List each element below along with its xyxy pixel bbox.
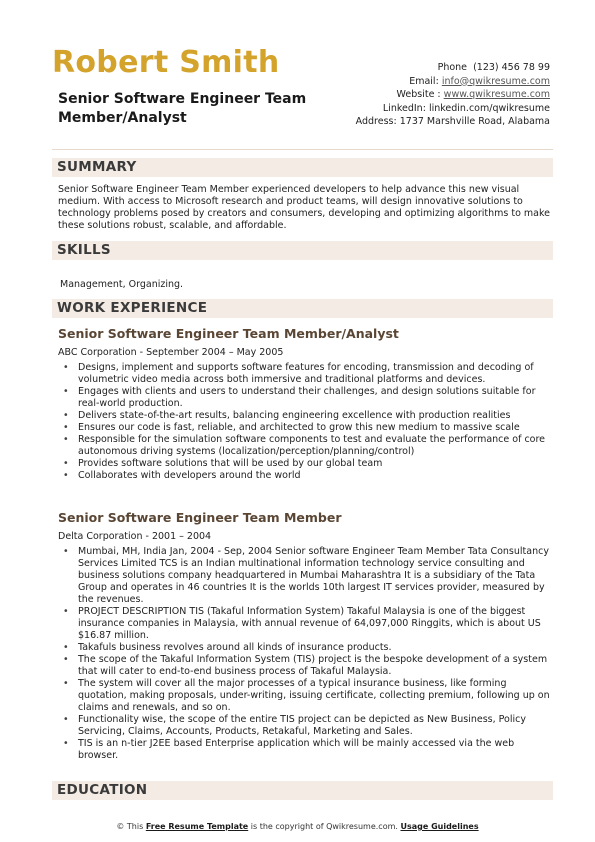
divider [52,149,553,150]
skills-section-header [52,241,553,260]
linkedin-label: LinkedIn: [382,102,426,114]
job-company: Delta Corporation - 2001 – 2004 [58,531,212,542]
job-bullets [58,546,552,762]
list-item: • Ensures our code is fast, reliable, and architected to grow this new medium to massive scale [58,422,552,434]
education-section-header [52,781,553,800]
list-item: • Collaborates with developers around the world [58,470,552,482]
free-template-link[interactable]: Free Resume Template [145,822,249,831]
website-label: Website : [396,89,441,101]
list-item: • PROJECT DESCRIPTION TIS (Takaful Information System) Takaful Malaysia is one of the biggest insurance companies in Malaysia, with annual revenue of 64,097,000 Ringgits, which is about US $16.87 million. [58,606,552,642]
phone-label: Phone [437,62,468,73]
email-label: Email: [409,75,439,87]
experience-section-header [52,299,553,318]
address-label: Address: [355,116,397,128]
email-link[interactable]: info@qwikresume.com [441,75,550,87]
skills-text: Management, Organizing. [60,279,184,290]
list-item: • Functionality wise, the scope of the entire TIS project can be depicted as New Business, Policy Servicing, Claims, Accounts, Products, Retakaful, Marketing and Sales. [58,714,552,738]
job-bullets [58,362,552,482]
contact-linkedin [356,102,550,116]
footer-copyright: is the copyright of Qwikresume.com. [250,822,398,831]
job-title: Senior Software Engineer Team Member [58,510,342,525]
summary-section-header [52,158,553,177]
contact-email [356,75,550,89]
linkedin-value: linkedin.com/qwikresume [428,102,550,114]
skills-heading: SKILLS [57,242,111,258]
list-item: • The scope of the Takaful Information System (TIS) project is the bespoke development of a system that will cater to end-to-end business process of Takaful Malaysia. [58,654,552,678]
job-company: ABC Corporation - September 2004 – May 2005 [58,347,284,358]
contact-website [356,88,550,102]
list-item: • Provides software solutions that will be used by our global team [58,458,552,470]
list-item: • Responsible for the simulation software components to test and evaluate the performance of core autonomous driving systems (localization/perception/planning/control) [58,434,552,458]
footer [0,822,595,831]
list-item: • Engages with clients and users to understand their challenges, and design solutions suitable for real-world production. [58,386,552,410]
experience-heading: WORK EXPERIENCE [57,300,208,316]
summary-text: Senior Software Engineer Team Member experienced developers to help advance this new visual medium. With access to Microsoft research and product teams, will design innovative solutions to technology problems posed by creators and consumers, developing and optimizing algorithms to make these solutions robust, scalable, and affordable. [58,184,551,231]
address-value: 1737 Marshville Road, Alabama [399,116,550,128]
list-item: • The system will cover all the major processes of a typical insurance business, like forming quotation, making proposals, under-writing, issuing certificate, collecting premium, following up on claims and renewals, and so on. [58,678,552,714]
job-title: Senior Software Engineer Team Member/Analyst [58,326,399,341]
candidate-title: Senior Software Engineer Team Member/Analyst [58,91,307,126]
phone-value: (123) 456 78 99 [473,62,550,73]
list-item: • Mumbai, MH, India Jan, 2004 - Sep, 2004 Senior software Engineer Team Member Tata Consultancy Services Limited TCS is an Indian multinational information technology service consulting and business solutions company headquartered in Mumbai Maharashtra It is a subsidiary of the Tata Group and operates in 46 countries It is the worlds 10th largest IT services provider, measured by the revenues. [58,546,552,606]
list-item: • Designs, implement and supports software features for encoding, transmission and decoding of volumetric video media across both immersive and traditional platforms and devices. [58,362,552,386]
education-heading: EDUCATION [57,782,148,798]
usage-guidelines-link[interactable]: Usage Guidelines [400,822,479,831]
contact-address [356,115,550,129]
list-item: • Takafuls business revolves around all kinds of insurance products. [58,642,552,654]
list-item: • Delivers state-of-the-art results, balancing engineering excellence with production realities [58,410,552,422]
list-item: • TIS is an n-tier J2EE based Enterprise application which will be mainly accessed via the web browser. [58,738,552,762]
website-link[interactable]: www.qwikresume.com [443,89,550,101]
candidate-name: Robert Smith [52,45,280,80]
summary-heading: SUMMARY [57,159,137,175]
contact-block [356,61,550,129]
footer-prefix: © This [116,822,144,831]
contact-phone [356,61,550,75]
